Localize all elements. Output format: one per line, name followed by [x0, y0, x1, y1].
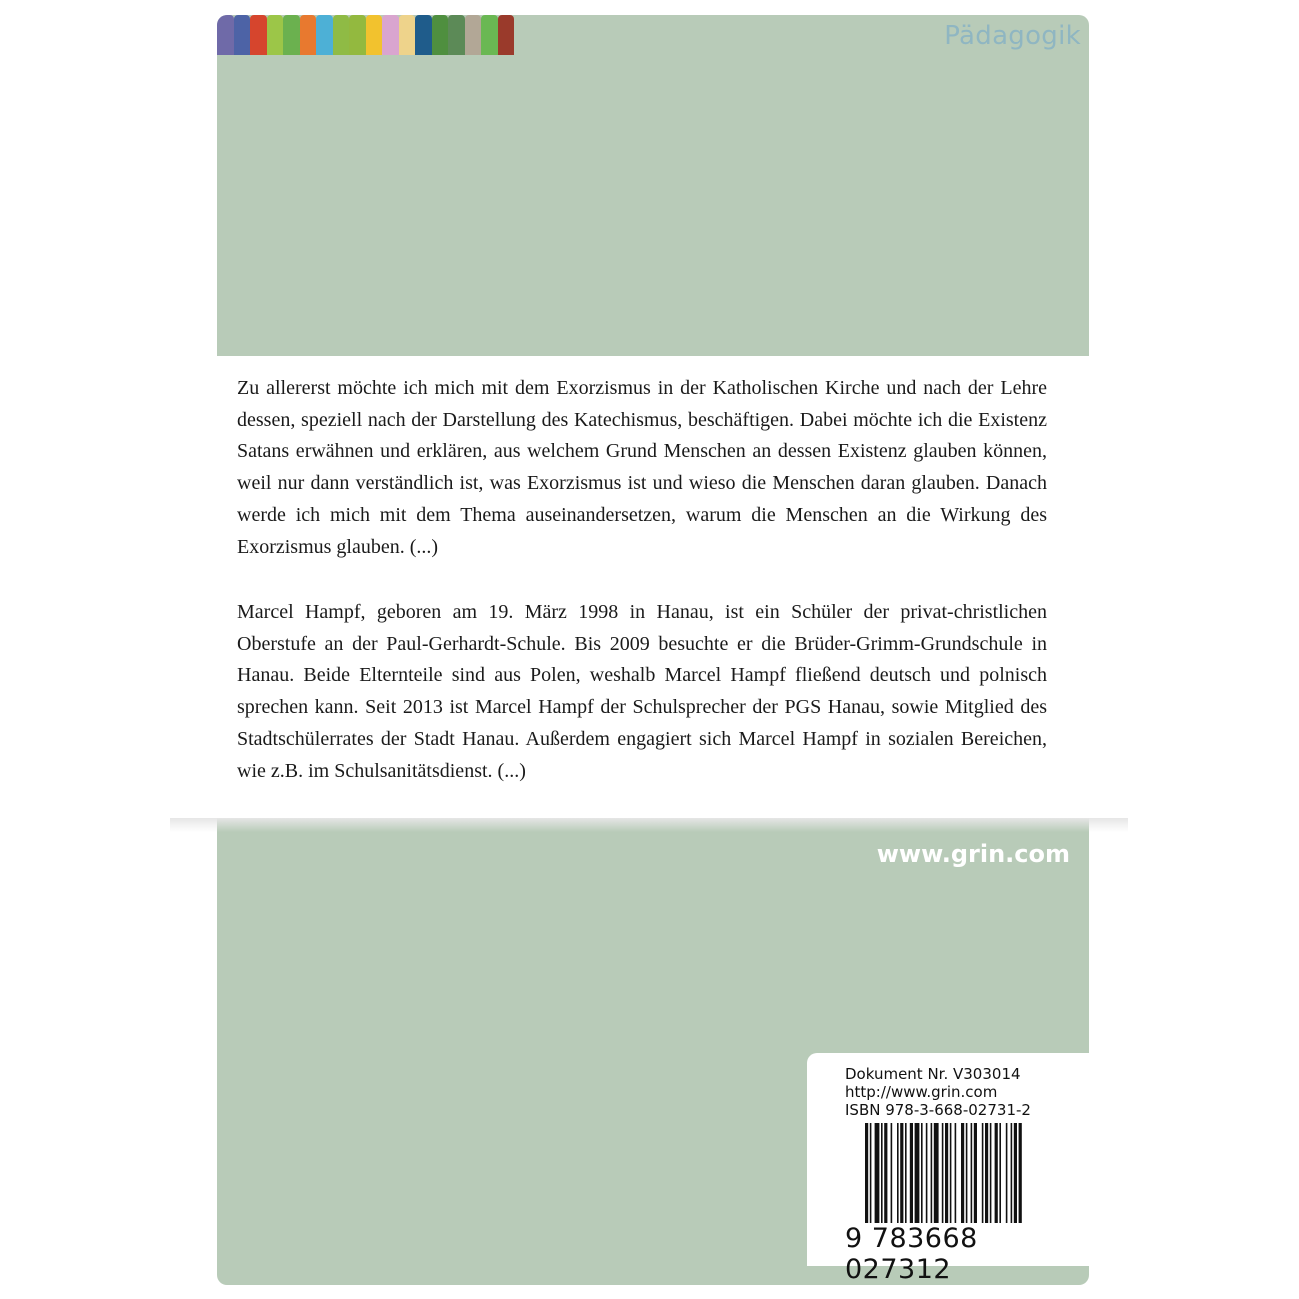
- barcode-bar: [999, 1123, 1001, 1223]
- color-stripe: [316, 15, 333, 55]
- barcode-bar: [921, 1123, 923, 1223]
- color-stripe: [448, 15, 465, 55]
- barcode-bar: [870, 1123, 872, 1223]
- barcode-bar: [915, 1123, 920, 1223]
- barcode-bar: [961, 1123, 964, 1223]
- barcode-icon: [863, 1123, 1073, 1233]
- barcode-bar: [942, 1123, 944, 1223]
- color-stripe: [300, 15, 317, 55]
- barcode-bar: [934, 1123, 939, 1223]
- barcode-bar: [897, 1123, 899, 1223]
- barcode-bar: [1019, 1123, 1022, 1223]
- barcode-bar: [931, 1123, 933, 1223]
- publisher-url: http://www.grin.com: [845, 1083, 998, 1101]
- color-stripe: [234, 15, 251, 55]
- barcode-bar: [900, 1123, 903, 1223]
- color-stripe: [465, 15, 482, 55]
- color-stripe: [498, 15, 515, 55]
- color-stripe: [432, 15, 449, 55]
- color-stripes: [217, 15, 514, 55]
- barcode-bar: [990, 1123, 992, 1223]
- barcode-bar: [865, 1123, 868, 1223]
- barcode-bar: [881, 1123, 883, 1223]
- color-stripe: [267, 15, 284, 55]
- barcode-bar: [1006, 1123, 1008, 1223]
- barcode-bar: [905, 1123, 907, 1223]
- barcode-bar: [995, 1123, 998, 1223]
- barcode-bar: [1014, 1123, 1017, 1223]
- barcode-bar: [891, 1123, 893, 1223]
- barcode-bar: [955, 1123, 957, 1223]
- barcode-bar: [1011, 1123, 1013, 1223]
- barcode-bar: [950, 1123, 952, 1223]
- color-stripe: [481, 15, 498, 55]
- author-bio-text: Marcel Hampf, geboren am 19. März 1998 in Hanau, ist ein Schüler der privat-christlichen Oberstufe an der Paul-Gerhardt-Schule. Bis 2009 besuchte er die Brüder-Grimm-Grundschule in Hanau. Beide Elternteile sind aus Polen, weshalb Marcel Hampf fließend deutsch und polnisch sprechen kann. Seit 2013 ist Marcel Hampf der Schulsprecher der PGS Hanau, sowie Mitglied des Stadtschülerrates der Stadt Hanau. Außerdem engagiert sich Marcel Hampf in sozialen Bereichen, wie z.B. im Schulsanitätsdienst. (...): [237, 601, 1047, 782]
- barcode-bar: [945, 1123, 948, 1223]
- color-stripe: [415, 15, 432, 55]
- publisher-website: www.grin.com: [876, 840, 1070, 868]
- color-stripe: [217, 15, 234, 55]
- barcode-bar: [875, 1123, 880, 1223]
- isbn: ISBN 978-3-668-02731-2: [845, 1101, 1031, 1119]
- barcode-bar: [966, 1123, 968, 1223]
- barcode-bar: [982, 1123, 984, 1223]
- barcode-bar: [910, 1123, 913, 1223]
- color-stripe: [366, 15, 383, 55]
- document-number: Dokument Nr. V303014: [845, 1065, 1021, 1083]
- barcode-bar: [974, 1123, 977, 1223]
- barcode-box: [807, 1053, 1089, 1285]
- color-stripe: [349, 15, 366, 55]
- barcode-bar: [985, 1123, 988, 1223]
- color-stripe: [382, 15, 399, 55]
- barcode-digits: 9 783668 027312: [845, 1223, 978, 1285]
- barcode-bar: [971, 1123, 973, 1223]
- barcode-bar: [926, 1123, 928, 1223]
- band-shadow: [170, 818, 1128, 832]
- color-stripe: [399, 15, 416, 55]
- color-stripe: [283, 15, 300, 55]
- abstract-text: Zu allererst möchte ich mich mit dem Exorzismus in der Katholischen Kirche und nach der Lehre dessen, speziell nach der Darstellung des Katechismus, beschäftigen. Dabei möchte ich die Existenz Satans erwähnen und erklären, aus welchem Grund Menschen an dessen Existenz glauben können, weil nur dann verständlich ist, was Exorzismus ist und wieso die Menschen daran glauben. Danach werde ich mich mit dem Thema auseinandersetzen, warum die Menschen an die Wirkung des Exorzismus glauben. (...): [237, 377, 1047, 558]
- barcode-bar: [884, 1123, 887, 1223]
- color-stripe: [333, 15, 350, 55]
- category-label: Pädagogik: [944, 21, 1081, 51]
- color-stripe: [250, 15, 267, 55]
